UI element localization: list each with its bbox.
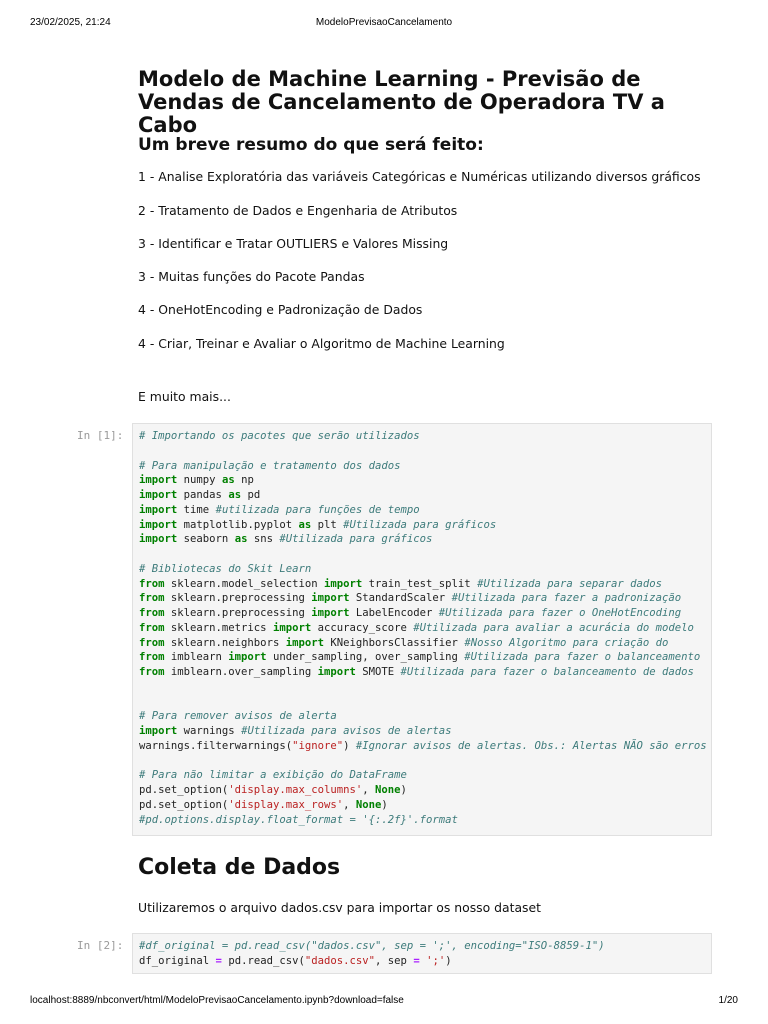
more-text: E muito mais... <box>138 389 231 404</box>
code-token: , <box>343 798 356 811</box>
code-cell-read-csv[interactable] <box>132 933 712 974</box>
code-token: # Importando os pacotes que serão utilizados <box>139 430 420 442</box>
summary-item: 4 - OneHotEncoding e Padronização de Dados <box>138 302 423 317</box>
code-token: ) <box>381 798 388 811</box>
code-content[interactable] <box>133 934 711 969</box>
code-token: numpy <box>177 474 222 487</box>
code-token: = <box>413 954 420 967</box>
code-token: pandas <box>177 489 229 501</box>
code-token: import <box>139 518 178 531</box>
code-token: matplotlib.pyplot <box>177 518 299 531</box>
code-token: from <box>139 636 165 649</box>
code-token: #Utilizada para fazer o balanceamento de dados <box>400 666 694 678</box>
code-token: #Utilizada para separar dados <box>477 577 663 590</box>
cell-prompt: In [1]: <box>77 429 124 442</box>
code-token: #Nosso Algoritmo para criação do <box>464 636 669 649</box>
code-token: #Utilizada para gráficos <box>279 533 433 546</box>
code-token: #Utilizada para avaliar a acurácia do modelo <box>413 621 694 634</box>
code-content[interactable] <box>133 424 711 827</box>
code-token: #Utilizada para avisos de alertas <box>241 725 452 737</box>
code-token: warnings.filterwarnings( <box>139 739 293 752</box>
code-token: import <box>228 651 267 664</box>
code-token: #Utilizada para gráficos <box>343 518 497 531</box>
summary-item: 2 - Tratamento de Dados e Engenharia de Atributos <box>138 203 458 218</box>
code-token: LabelEncoder <box>349 607 439 619</box>
code-token: from <box>139 577 165 590</box>
print-date: 23/02/2025, 21:24 <box>30 17 111 28</box>
code-token: seaborn <box>177 533 235 546</box>
summary-item: 3 - Muitas funções do Pacote Pandas <box>138 269 365 284</box>
code-token: # Bibliotecas do Skit Learn <box>139 562 312 575</box>
code-token: accuracy_score <box>311 621 414 634</box>
code-token: ';' <box>426 954 446 967</box>
code-token: #pd.options.display.float_format = '{:.2f}'.format <box>139 813 458 826</box>
notebook-title: Modelo de Machine Learning - Previsão de Vendas de Cancelamento de Operadora TV a Cabo <box>138 67 665 137</box>
section-text: Utilizaremos o arquivo dados.csv para importar os nosso dataset <box>138 900 541 915</box>
code-token: #df_original = pd.read_csv("dados.csv", sep = ';', encoding="ISO-8859-1") <box>139 940 605 952</box>
code-token: sklearn.neighbors <box>164 636 286 649</box>
code-token: as <box>234 533 248 546</box>
code-token: plt <box>311 518 344 531</box>
code-token: import <box>139 474 178 487</box>
code-token: #utilizada para funções de tempo <box>215 503 420 516</box>
code-token: 'display.max_rows' <box>228 798 344 811</box>
page-number: 1/20 <box>718 995 738 1006</box>
code-token: from <box>139 621 165 634</box>
code-token: from <box>139 651 165 664</box>
code-token: # Para manipulação e tratamento dos dados <box>139 459 401 472</box>
code-token: np <box>234 474 254 487</box>
print-title: ModeloPrevisaoCancelamento <box>315 17 453 28</box>
code-token: as <box>298 518 312 531</box>
code-token: pd.set_option( <box>139 798 229 811</box>
code-token: as <box>228 489 242 501</box>
code-token: 'display.max_columns' <box>228 784 363 796</box>
code-token: KNeighborsClassifier <box>323 636 465 649</box>
code-token: # Para não limitar a exibição do DataFrame <box>139 769 407 782</box>
code-token: under_sampling, over_sampling <box>266 651 465 664</box>
code-token: #Utilizada para fazer o OneHotEncoding <box>438 607 682 619</box>
code-token: import <box>139 725 178 737</box>
code-cell-imports[interactable] <box>132 423 712 836</box>
summary-item: 3 - Identificar e Tratar OUTLIERS e Valores Missing <box>138 236 449 251</box>
code-token: = <box>215 954 222 967</box>
code-token: #Utilizada para fazer a padronização <box>451 592 682 605</box>
code-token: pd.read_csv( <box>221 954 305 967</box>
code-token: ) <box>400 784 407 796</box>
code-token: import <box>311 607 350 619</box>
code-token: # Para remover avisos de alerta <box>139 710 337 723</box>
summary-heading: Um breve resumo do que será feito: <box>138 135 484 155</box>
code-token: imblearn.over_sampling <box>164 666 318 678</box>
code-token: imblearn <box>164 651 229 664</box>
code-token: #Utilizada para fazer o balanceamento <box>464 651 701 664</box>
print-header <box>0 12 768 30</box>
code-token: as <box>221 474 235 487</box>
section-heading: Coleta de Dados <box>138 855 341 880</box>
cell-prompt: In [2]: <box>77 939 124 952</box>
code-token: import <box>285 636 324 649</box>
summary-item: 1 - Analise Exploratória das variáveis Categóricas e Numéricas utilizando diversos gráficos <box>138 169 701 184</box>
code-token: sklearn.metrics <box>164 621 273 634</box>
code-token: pd.set_option( <box>139 784 229 796</box>
code-token: sklearn.model_selection <box>164 577 324 590</box>
summary-item: 4 - Criar, Treinar e Avaliar o Algoritmo de Machine Learning <box>138 336 505 351</box>
code-token: import <box>323 577 363 590</box>
code-token: "ignore" <box>292 739 344 752</box>
code-token: import <box>272 621 312 634</box>
code-token: StandardScaler <box>349 592 452 605</box>
code-token: from <box>139 607 165 619</box>
code-token: None <box>355 798 382 811</box>
code-token: import <box>317 666 356 678</box>
code-token: import <box>139 489 178 501</box>
code-token: sns <box>247 533 280 546</box>
code-token: ) <box>343 739 356 752</box>
code-token: from <box>139 666 165 678</box>
code-token: import <box>139 503 178 516</box>
print-url: localhost:8889/nbconvert/html/ModeloPrevisaoCancelamento.ipynb?download=false <box>30 995 404 1006</box>
code-token: #Ignorar avisos de alertas. Obs.: Alertas NÃO são erros <box>355 739 707 752</box>
code-token: df_original <box>139 954 216 967</box>
code-token: pd <box>241 489 261 501</box>
code-token: import <box>139 533 178 546</box>
code-token: train_test_split <box>362 577 478 590</box>
code-token: import <box>311 592 350 605</box>
code-token: , <box>362 784 375 796</box>
print-footer <box>0 991 768 1009</box>
code-token: SMOTE <box>355 666 401 678</box>
code-token: None <box>375 784 401 796</box>
code-token: "dados.csv" <box>304 954 376 967</box>
code-token: sklearn.preprocessing <box>164 607 312 619</box>
code-token: , sep <box>375 954 414 967</box>
code-token: warnings <box>177 725 242 737</box>
code-token: time <box>177 503 216 516</box>
code-token: sklearn.preprocessing <box>164 592 312 605</box>
code-token: from <box>139 592 165 605</box>
code-token: ) <box>445 954 452 967</box>
